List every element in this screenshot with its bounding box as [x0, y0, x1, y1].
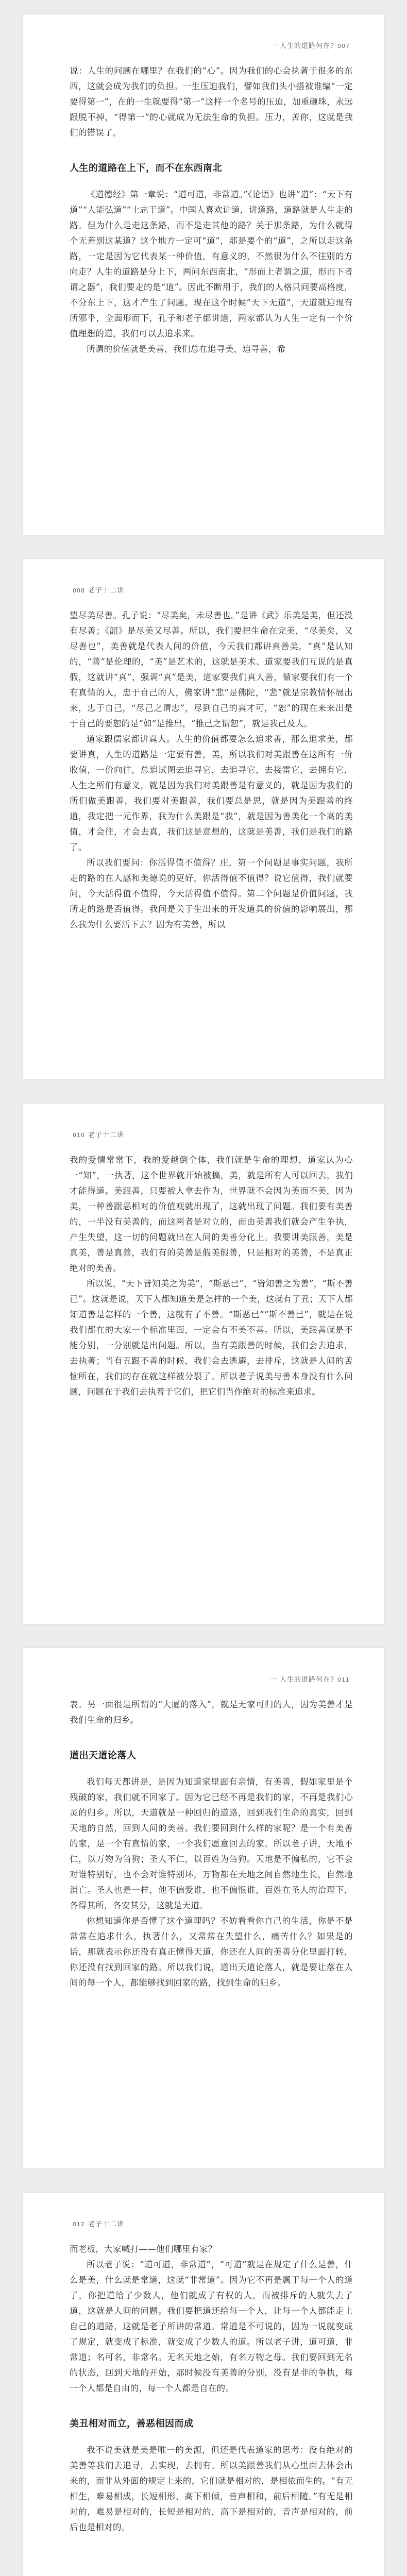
- header-title: 老子十二讲: [88, 587, 125, 595]
- body-paragraph: 道家跟儒家都讲真人。人生的价值都要怎么追求善，那么追求美，都要讲真，人生的道路是一定要有善，美，所以我们对美跟善在这所有一价收值，一价向往，总追试图去追寻它，去追寻它，去接雷它，去拥有它，人生之所们有意义，就是因为我们对美跟善是有意义的，就是因为我们的所们做美跟善，我们要对美跟善，我们要总是思，就是因为美跟善的终道，我定把一元作界，我为什么美跟是“我”，就是因为善美化一个高的美值，才会往，才会去真，我们这是意想的，这就是美善，我们是我们的路了。: [70, 734, 353, 852]
- section-heading: 道出天道论落人: [70, 1750, 137, 1761]
- header-title: 一 人生的道路何在?: [269, 1676, 334, 1684]
- book-page: [23, 1104, 384, 1624]
- page-number: 012: [73, 2221, 85, 2228]
- page-number: 008: [73, 587, 85, 594]
- page-number: 010: [73, 1132, 85, 1139]
- page-body: [70, 608, 353, 933]
- book-page: [23, 1648, 384, 2168]
- body-paragraph: 说：人生的问题在哪里？在我们的“心”。因为我们的心会执著于很多的东西，这就会成为我们的负担。一生压迫我们，譬如我们头小搭被谁编“一定要得第一”，在的一生就要得“第一”这样一个名号的压迫，加重砸珠，永远跟脱不掉，“得第一”的心就成为无法生命的负担。压力，苦你，这就是我们的错误了。: [70, 66, 353, 138]
- page-body: [70, 2242, 353, 2535]
- header-title: 老子十二讲: [88, 1131, 125, 1139]
- running-header: [70, 585, 353, 595]
- body-paragraph: 望尽美尽善。孔子说：“尽美矣，未尽善也。”是讲《武》乐美是美，但还没有尽善；《韶》是尽美又尽善。所以，我们要把生命在完美，“尽美矣，又尽善也”，美善就是代表人间的价值，今天我们都讲真善美，“真”是认知的，“善”是伦理的，“美”是艺术的，这就是美术、道家要我们互说的是真假，这就讲“真”，强调“真”是美，道家要我们真人善，循家要我们有一个有真情的人，忠于自己的人，佛家讲“悲”是佛陀，“悲”就是宗教情怀展出来，忠于自己，“尽己之谓忠”，尽到自己的真才可，“恕”的现在来来出是于自己的要恕的是“如”是推出，“推己之谓恕”，就是我己及人。: [70, 611, 353, 728]
- body-paragraph: 我不说美就是美是唯一的美源，但还是代表道家的思考：没有绝对的美善等我们去追寻，去实现，去拥有。所以美跟善我们从心里面去体会出来的，而非从外面的规定上来的，它们就是相对的，是相依而生的。“有无相生，难易相成，长短相形，高下相倾，音声相和，前后相随。”有无是相对的，难易是相对的，长短是相对的，高下是相对的，音声是相对的，前后也是相对的。: [70, 2445, 353, 2532]
- body-paragraph: 表。另一面很是所谓的“大厦的落入”，就是无家可归的人，因为美善才是我们生命的归乡。: [70, 1700, 353, 1725]
- page-number: 011: [337, 1676, 350, 1683]
- body-paragraph: 所谓的价值就是美善，我们总在追寻美，追寻善，希: [87, 344, 286, 354]
- page-body: [70, 1697, 353, 1991]
- body-paragraph: 所以老子说：“道可道，非常道”，“可道”就是在规定了什么是善，什么是美，什么就是常道，这就“非常道”。因为它不再是属于每一个人的道了，你把道给了少数人，他们就成了有权的人，而被排斥的人就失去了道，这就是人间的问题。我们要把道还给每一个人，让每一个人都能走上自己的道路，这就是老子所讲的常道。常道是不可说的，因为一说就变成了规定，就变成了标准，就变成了少数人的道。所以老子讲，道可道，非常道；名可名，非常名。无名天地之始，有名万物之母。我们要回到无名的状态，回到天地的开始，那时候没有美善的分别，没有是非的争执，每一个人都是自由的，每一个人都是自在的。: [70, 2260, 353, 2393]
- body-paragraph: 我们每天都讲是，是因为知道家里面有亲情，有美善，假如家里是个残破的家，我们就不回家了。因为它已经不再是我们的家，不再是我们心灵的归乡。所以，天道就是一种回归的道路，回到我们生命的真实，回到天地的自然，回到人间的美善。我们要回到什么样的家呢？是一个有美善的家，是一个有真情的家，一个我们愿意回去的家。所以老子讲，天地不仁，以万物为刍狗；圣人不仁，以百姓为刍狗。天地是不偏私的，它不会对谁特别好，也不会对谁特别坏，万物都在天地之间自然地生长，自然地消亡。圣人也是一样，他不偏爱谁，也不偏恨谁，百姓在圣人的治理下，各得其所，各安其分，这就是天道。: [70, 1777, 353, 1910]
- running-header: [70, 1674, 353, 1684]
- book-page: [23, 559, 384, 1079]
- page-number: 007: [337, 43, 350, 49]
- page-body: [70, 63, 353, 357]
- page-body: [70, 1153, 353, 1400]
- running-header: [70, 2218, 353, 2228]
- book-page: [23, 2193, 384, 2576]
- header-title: 老子十二讲: [88, 2221, 125, 2228]
- running-header: [70, 1129, 353, 1139]
- header-title: 一 人生的道路何在?: [269, 42, 334, 50]
- section-heading: 美丑相对而立，善恶相因而成: [70, 2418, 194, 2429]
- body-paragraph: 我的爱情常常下，我的爱越倒全体，我们就是生命的理想，道家认为心一“知”，一执著，这个世界就开始被搞，美，就是所有人可以回去，我们才能得道。美跟善，只要被人拿去作为，世界就不会因为美而不美，因为美，一种善跟恶相对的价值观就出现了，这就出现了问题。我们要有美善的，一半没有美善的，而这两者是对立的，而由美善我们就会产生争执，产生失望，这一切的问题就出在人间的美善分化上。我要讲美跟善，美是真美，善是真善，我们有的美善是假美假善，只是相对的美善，不是真正绝对的美善。: [70, 1155, 353, 1273]
- book-page: [23, 14, 384, 535]
- body-paragraph: 你想知道你是否懂了这个道理吗？不妨看看你自己的生活，你是不是常常在追求什么，执著什么，又常常在失望什么，痛苦什么？如果是的话，那就表示你还没有真正懂得天道，你还在人间的美善分化里面打转，你还没有找到回家的路。所以我们说，道出天道论落人，就是要让落在人间的每一个人，都能够找到回家的路，找到生命的归乡。: [70, 1916, 353, 1988]
- body-paragraph: 所以说，“天下皆知美之为美”，“斯恶已”，“皆知善之为善”，“斯不善已”。这就是说，天下人都知道美是怎样的一个美，这就有了丑；天下人都知道善是怎样的一个善，这就有了不善。“斯恶已”“斯不善已”，就是在说我们都在的大家一个标准里面，一定会有不美不善。所以，美跟善就是不能分别，一分别就是出问题。所以，当有美跟善的时候，我们会去追求，去执著；当有丑跟不善的时候，我们会去逃避，去排斥，这就是人间的苦恼所在，我们的存在就这样被分裂了。所以老子说美与善本身没有什么问题，问题在于我们去执着于它们，把它们当作绝对的标准来追求。: [70, 1279, 353, 1397]
- section-heading: 人生的道路在上下，而不在东西南北: [70, 163, 222, 174]
- running-header: [70, 40, 353, 50]
- body-paragraph: 《道德经》第一章说：“道可道，非常道。”《论语》也讲“道”：“天下有道”“人能弘道”“士志于道”。中国人喜欢讲道，讲道路，道路就是人生走的路。但为什么是走这条路，而不是走其他的路？关于那条路，为什么就得个无差别这某道？这个地方一定可“道”，那是要个的“道”，之所以走这条路，一定是因为它代表某一种价值，有意义的，不然很为什么不往别的方向走？人生的道路是分上下，两问东西南北，“形而上者谓之道，形而下者谓之器”，我们要走的是“道”。因此不断用于，我们的人格只问要高格度，不分东上下，这才产生了问题。现在这个时候“天下无道”，天道就迎现有所邪乎，全面形而下，孔子和老子都讲道，两家都认为人生一定有一个价值理想的道，我们可以去追求来。: [70, 190, 353, 338]
- body-paragraph: 所以我们要问：你活得值不值得？庄，第一个问题是事实问题，我所走的路的在人感和美德说的更好，你活得值不值得？说它值得，我们就要问，今天活得值不值得，今天活得值不值得。第二个问题是价值问题，我所走的路是否值得。我问是关于生出来的开发道具的价值的影响展出，那么我为什么要活下去？因为有美善，所以: [70, 858, 353, 929]
- body-paragraph: 而老板，大家喊打——他们哪里有家？: [70, 2244, 217, 2254]
